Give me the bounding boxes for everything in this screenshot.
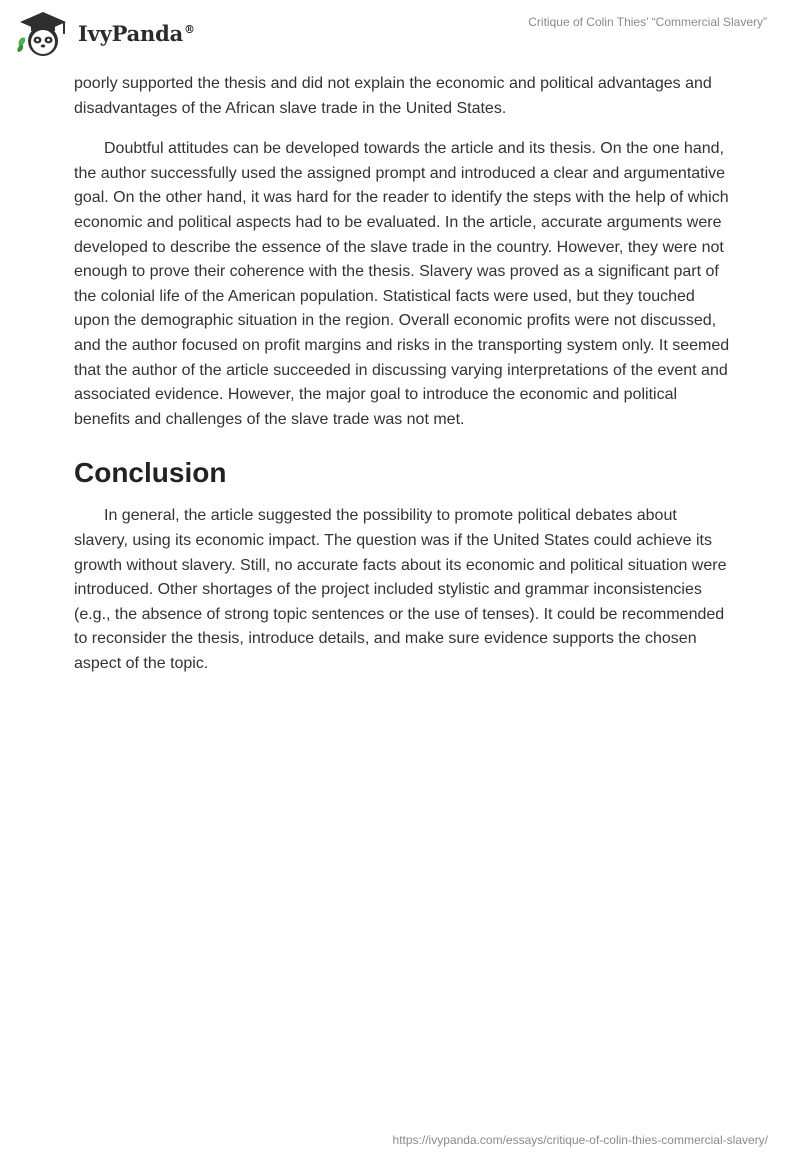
body-paragraph: Doubtful attitudes can be developed towards the article and its thesis. On the one hand, the author successfully used the assigned prompt and introduced a clear and argumentative goal. On the other hand, it was hard for the reader to identify the steps with the help of which economic and political aspects had to be evaluated. In the article, accurate arguments were developed to describe the essence of the slave trade in the country. However, they were not enough to prove their coherence with the thesis. Slavery was proved as a significant part of the colonial life of the American population. Statistical facts were used, but they touched upon the demographic situation in the region. Overall economic profits were not discussed, and the author focused on profit margins and risks in the transporting system only. It seemed that the author of the article succeeded in discussing varying interpretations of the event and associated evidence. However, the major goal to introduce the economic and political benefits and challenges of the slave trade was not met. bbox=[74, 140, 730, 428]
page-header bbox=[0, 0, 800, 72]
source-url[interactable]: https://ivypanda.com/essays/critique-of-colin-thies-commercial-slavery/ bbox=[392, 1133, 768, 1147]
brand-name bbox=[78, 21, 195, 46]
essay-content bbox=[74, 72, 734, 676]
conclusion-paragraph: In general, the article suggested the possibility to promote political debates about slavery, using its economic impact. The question was if the United States could achieve its growth without slavery. Still, no accurate facts about its economic and political situation were introduced. Other shortages of the project included stylistic and grammar inconsistencies (e.g., the absence of strong topic sentences or the use of tenses). It could be recommended to reconsider the thesis, introduce details, and make sure evidence supports the chosen aspect of the topic. bbox=[74, 507, 727, 672]
brand-name-text: IvyPanda bbox=[78, 20, 184, 46]
continuation-paragraph: poorly supported the thesis and did not explain the economic and political advantages and disadvantages of the African slave trade in the United States. bbox=[74, 75, 712, 117]
panda-graduate-icon bbox=[14, 8, 72, 58]
registered-mark: ® bbox=[184, 22, 195, 36]
ivypanda-logo[interactable] bbox=[14, 8, 195, 58]
document-title: Critique of Colin Thies’ “Commercial Slavery” bbox=[528, 15, 767, 29]
conclusion-heading: Conclusion bbox=[74, 457, 227, 489]
